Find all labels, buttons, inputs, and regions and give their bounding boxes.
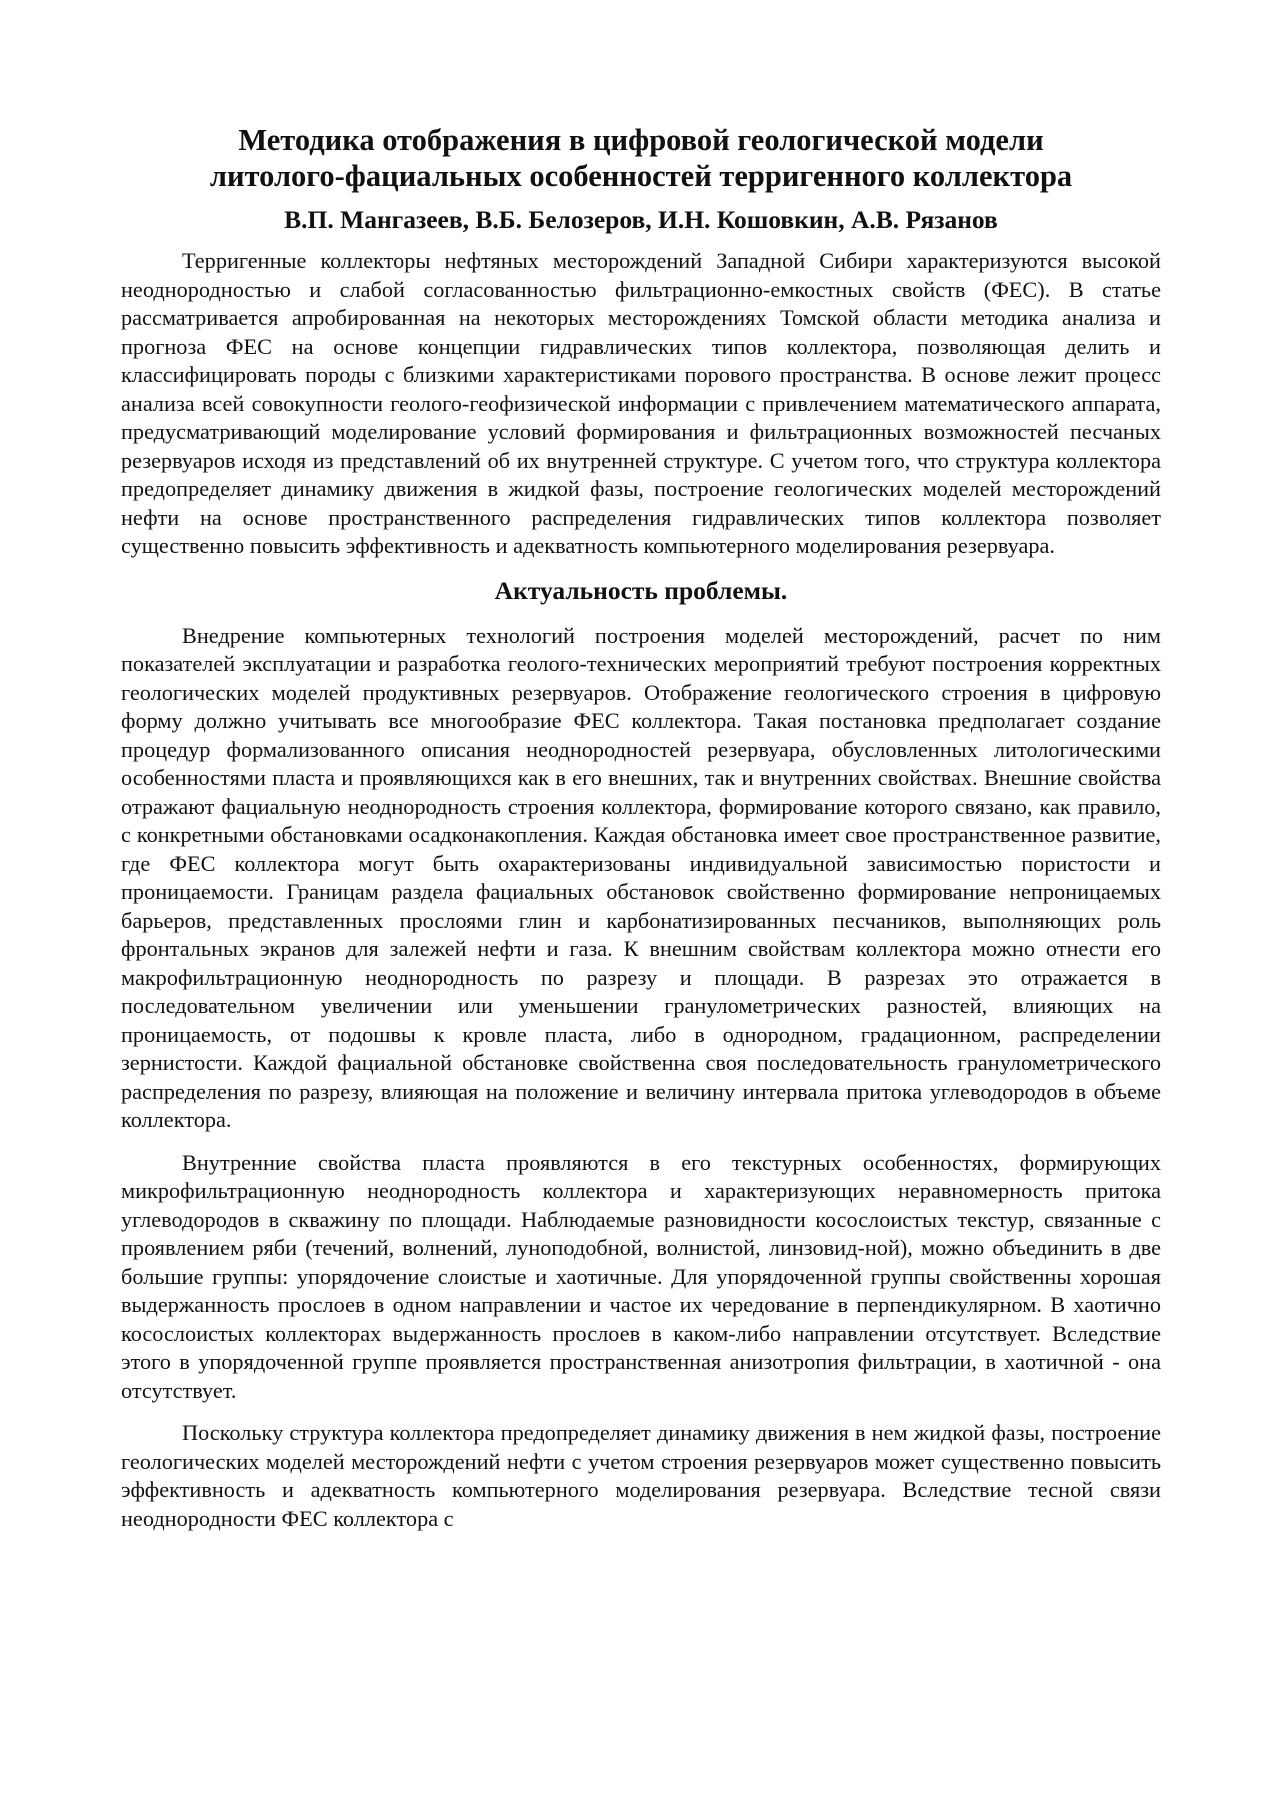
article-title-line-1: Методика отображения в цифровой геологической модели <box>238 123 1044 157</box>
body-paragraph-1: Внедрение компьютерных технологий построения моделей месторождений, расчет по ним показателей эксплуатации и разработка геолого-технических мероприятий требуют построения корректных геологических моделей продуктивных резервуаров. Отображение геологического строения в цифровую форму должно учитывать все многообразие ФЕС коллектора. Такая постановка предполагает создание процедур формализованного описания неоднородностей резервуара, обусловленных литологическими особенностями пласта и проявляющихся как в его внешних, так и внутренних свойствах. Внешние свойства отражают фациальную неоднородность строения коллектора, формирование которого связано, как правило, с конкретными обстановками осадконакопления. Каждая обстановка имеет свое пространственное развитие, где ФЕС коллектора могут быть охарактеризованы индивидуальной зависимостью пористости и проницаемости. Границам раздела фациальных обстановок свойственно формирование непроницаемых барьеров, представленных прослоями глин и карбонатизированных песчаников, выполняющих роль фронтальных экранов для залежей нефти и газа. К внешним свойствам коллектора можно отнести его макрофильтрационную неоднородность по разрезу и площади. В разрезах это отражается в последовательном увеличении или уменьшении гранулометрических разностей, влияющих на проницаемость, от подошвы к кровле пласта, либо в однородном, градационном, распределении зернистости. Каждой фациальной обстановке свойственна своя последовательность гранулометрического распределения по разрезу, влияющая на положение и величину интервала притока углеводородов в объеме коллектора. <box>121 622 1161 1132</box>
article-authors: В.П. Мангазеев, В.Б. Белозеров, И.Н. Кошовкин, А.В. Рязанов <box>284 205 998 234</box>
abstract-paragraph: Терригенные коллекторы нефтяных месторождений Западной Сибири характеризуются высокой неоднородностью и слабой согласованностью фильтрационно-емкостных свойств (ФЕС). В статье рассматривается апробированная на некоторых месторождениях Томской области методика анализа и прогноза ФЕС на основе концепции гидравлических типов коллектора, позволяющая делить и классифицировать породы с близкими характеристиками порового пространства. В основе лежит процесс анализа всей совокупности геолого-геофизической информации с привлечением математического аппарата, предусматривающий моделирование условий формирования и фильтрационных возможностей песчаных резервуаров исходя из представлений об их внутренней структуре. С учетом того, что структура коллектора предопределяет динамику движения в жидкой фазы, построение геологических моделей месторождений нефти на основе пространственного распределения гидравлических типов коллектора позволяет существенно повысить эффективность и адекватность компьютерного моделирования резервуара. <box>121 248 1161 558</box>
article-body <box>121 122 1161 1547</box>
article-title-line-2: литолого-фациальных особенностей терригенного коллектора <box>209 159 1073 193</box>
body-paragraph-3: Поскольку структура коллектора предопределяет динамику движения в нем жидкой фазы, построение геологических моделей месторождений нефти с учетом строения резервуаров может существенно повысить эффективность и адекватность компьютерного моделирования резервуара. Вследствие тесной связи неоднородности ФЕС коллектора с <box>121 1420 1161 1531</box>
article-title <box>121 122 1161 194</box>
section-heading: Актуальность проблемы. <box>494 575 788 605</box>
body-paragraph-2: Внутренние свойства пласта проявляются в его текстурных особенностях, формирующих микрофильтрационную неоднородность коллектора и характеризующих неравномерность притока углеводородов в скважину по площади. Наблюдаемые разновидности косослоистых текстур, связанные с проявлением ряби (течений, волнений, луноподобной, волнистой, линзовид-ной), можно объединить в две большие группы: упорядочение слоистые и хаотичные. Для упорядоченной группы свойственны хорошая выдержанность прослоев в одном направлении и частое их чередование в перпендикулярном. В хаотично косослоистых коллекторах выдержанность прослоев в каком-либо направлении отсутствует. Вследствие этого в упорядоченной группе проявляется пространственная анизотропия фильтрации, в хаотичной - она отсутствует. <box>121 1149 1161 1403</box>
